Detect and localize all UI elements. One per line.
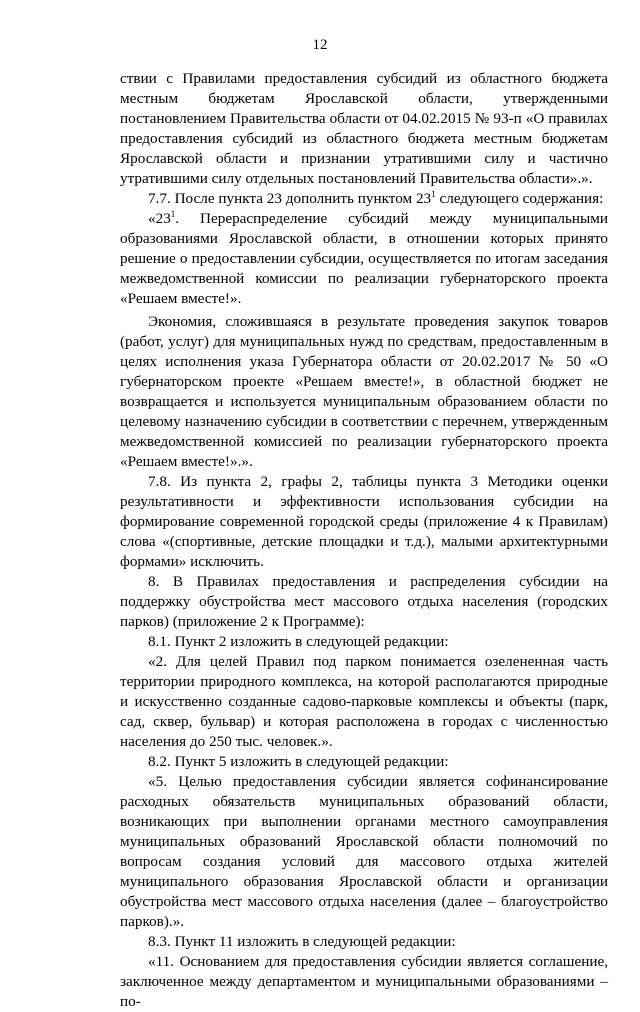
paragraph-item-23-1 [120,209,608,309]
paragraph-item-8: 8. В Правилах предоставления и распределения субсидии на поддержку обустройства мест массового отдыха населения (городских парков) (приложение 2 к Программе): [120,573,608,630]
superscript: 1 [170,209,176,219]
paragraph-continuation: ствии с Правилами предоставления субсидий из областного бюджета местным бюджетам Ярославской области, утвержденными постановлением Правительства области от 04.02.2015 № 93-п «О правилах предоставления субсидий из областного бюджета местным бюджетам Ярославской области и признании утратившими силу и частично утратившими силу отдельных постановлений Правительства области».». [120,70,608,187]
paragraph-clause-11: «11. Основанием для предоставления субсидии является соглашение, заключенное между департаментом и муниципальными образованиями – по- [120,953,608,1010]
paragraph-clause-2: «2. Для целей Правил под парком понимается озелененная часть территории природного комплекса, на которой располагаются природные и искусственно созданные садово-парковые комплексы и объекты (парк, сад, сквер, бульвар) и которая расположена в городах с численностью населения до 250 тыс. человек.». [120,653,608,750]
paragraph-text: 7.7. После пункта 23 дополнить пунктом 23 [148,190,432,207]
paragraph-text: . Перераспределение субсидий между муниципальными образованиями Ярославской области, в отношении которых принято решение о предоставлении субсидии, осуществляется по итогам заседания межведомственной комиссии по реализации губернаторского проекта «Решаем вместе!». [120,210,608,307]
paragraph-item-8-1: 8.1. Пункт 2 изложить в следующей редакции: [148,633,449,650]
paragraph-item-7-7 [120,189,608,209]
page-number: 12 [312,37,328,53]
paragraph-item-8-3: 8.3. Пункт 11 изложить в следующей редакции: [148,933,456,950]
paragraph-economy: Экономия, сложившаяся в результате проведения закупок товаров (работ, услуг) для муниципальных нужд по средствам, предоставленным в целях исполнения указа Губернатора области от 20.02.2017 № 50 «О губернаторском проекте «Решаем вместе!», в областной бюджет не возвращается и используется муниципальным образованием области по целевому назначению субсидии в соответствии с перечнем, утвержденным межведомственной комиссией по реализации губернаторского проекта «Решаем вместе!».». [120,313,608,470]
paragraph-item-7-8: 7.8. Из пункта 2, графы 2, таблицы пункта 3 Методики оценки результативности и эффективности использования субсидии на формирование современной городской среды (приложение 4 к Правилам) слова «(спортивные, детские площадки и т.д.), малыми архитектурными формами» исключить. [120,473,608,570]
paragraph-text: следующего содержания: [435,190,604,207]
paragraph-text: «23 [148,210,171,227]
paragraph-item-8-2: 8.2. Пункт 5 изложить в следующей редакции: [148,753,449,770]
paragraph-clause-5: «5. Целью предоставления субсидии является софинансирование расходных обязательств муниципальных образований области, возникающих при выполнении органами местного самоуправления муниципальных образований Ярославской области полномочий по вопросам создания условий для массового отдыха жителей муниципального образования Ярославской области и организации обустройства мест массового отдыха населения (далее – благоустройство парков).». [120,773,608,930]
document-body [120,69,608,1012]
superscript: 1 [431,189,436,199]
